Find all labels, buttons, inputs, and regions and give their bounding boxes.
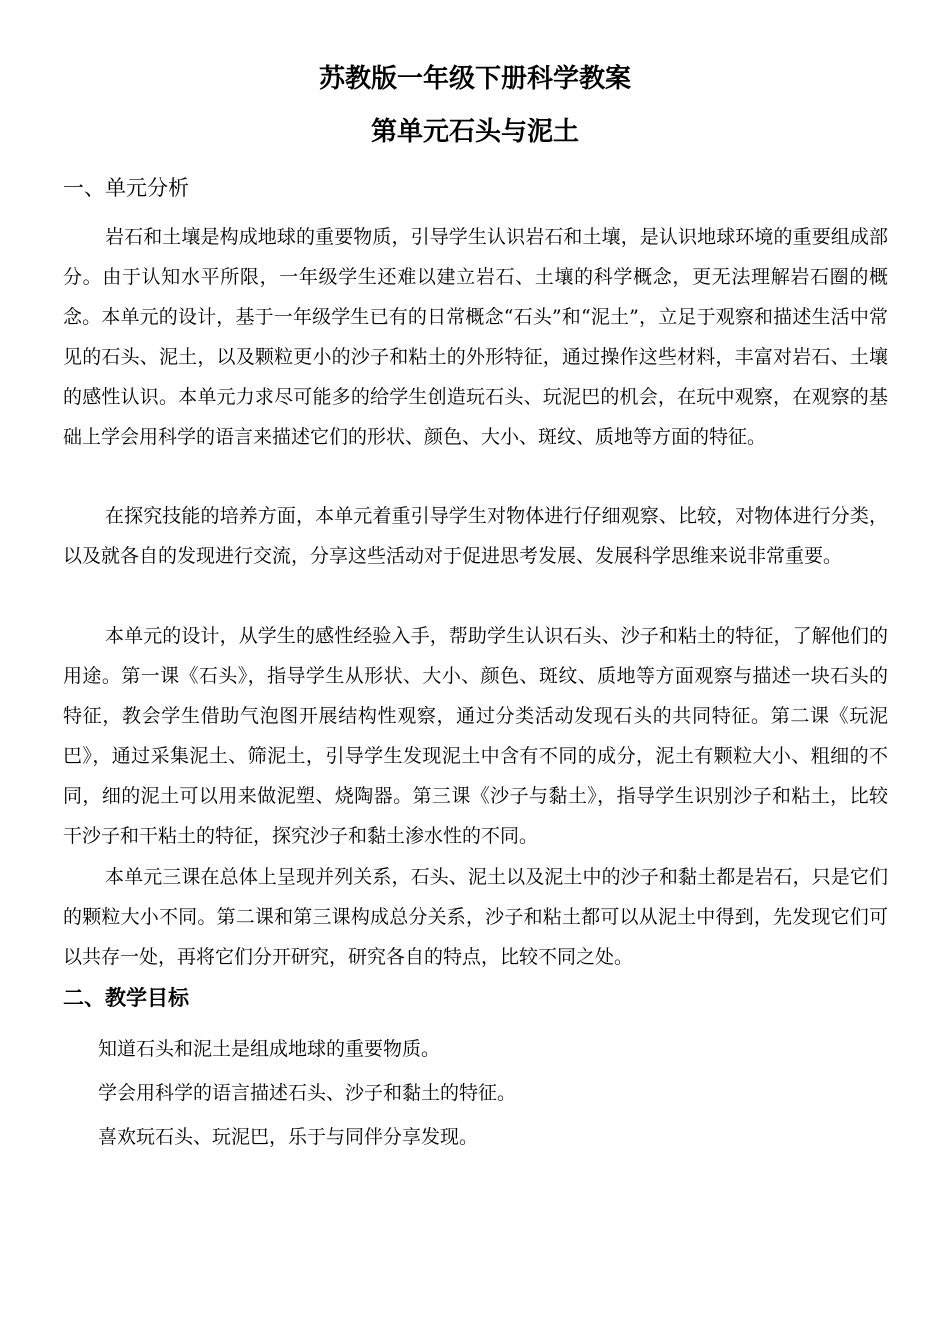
paragraph [63, 217, 888, 457]
paragraph-text: 本单元三课在总体上呈现并列关系，石头、泥土以及泥土中的沙子和黏土都是岩石，只是它们的颗粒大小不同。第二课和第三课构成总分关系，沙子和粘土都可以从泥土中得到，先发现它们可以共存一处，再将它们分开研究，研究各自的特点，比较不同之处。 [63, 866, 888, 968]
paragraph [63, 496, 888, 576]
goals-list [98, 1027, 888, 1159]
paragraph-text: 岩石和土壤是构成地球的重要物质，引导学生认识岩石和土壤，是认识地球环境的重要组成部分。由于认知水平所限，一年级学生还难以建立岩石、土壤的科学概念，更无法理解岩石圈的概念。本单元的设计，基于一年级学生已有的日常概念“石头”和“泥土”，立足于观察和描述生活中常见的石头、泥土，以及颗粒更小的沙子和粘土的外形特征，通过操作这些材料，丰富对岩石、土壤的感性认识。本单元力求尽可能多的给学生创造玩石头、玩泥巴的机会，在玩中观察，在观察的基础上学会用科学的语言来描述它们的形状、颜色、大小、斑纹、质地等方面的特征。 [63, 226, 888, 448]
section-heading-unit-analysis: 一、单元分析 [63, 176, 189, 200]
document-subtitle: 第单元石头与泥土 [370, 117, 579, 147]
document-title: 苏教版一年级下册科学教案 [318, 64, 631, 94]
paragraph [63, 616, 888, 856]
goal-item: 知道石头和泥土是组成地球的重要物质。 [98, 1038, 441, 1060]
paragraph-text: 在探究技能的培养方面，本单元着重引导学生对物体进行仔细观察、比较，对物体进行分类，以及就各自的发现进行交流，分享这些活动对于促进思考发展、发展科学思维来说非常重要。 [63, 505, 888, 567]
section-heading-teaching-goals: 二、教学目标 [63, 986, 189, 1010]
paragraph [63, 857, 888, 977]
goal-item: 学会用科学的语言描述石头、沙子和黏土的特征。 [98, 1082, 517, 1104]
paragraph-text: 本单元的设计，从学生的感性经验入手，帮助学生认识石头、沙子和粘土的特征，了解他们的用途。第一课《石头》，指导学生从形状、大小、颜色、斑纹、质地等方面观察与描述一块石头的特征，教会学生借助气泡图开展结构性观察，通过分类活动发现石头的共同特征。第二课《玩泥巴》，通过采集泥土、筛泥土，引导学生发现泥土中含有不同的成分，泥土有颗粒大小、粗细的不同，细的泥土可以用来做泥塑、烧陶器。第三课《沙子与黏土》，指导学生识别沙子和粘土，比较干沙子和干粘土的特征，探究沙子和黏土渗水性的不同。 [63, 625, 888, 847]
goal-item: 喜欢玩石头、玩泥巴，乐于与同伴分享发现。 [98, 1126, 479, 1148]
